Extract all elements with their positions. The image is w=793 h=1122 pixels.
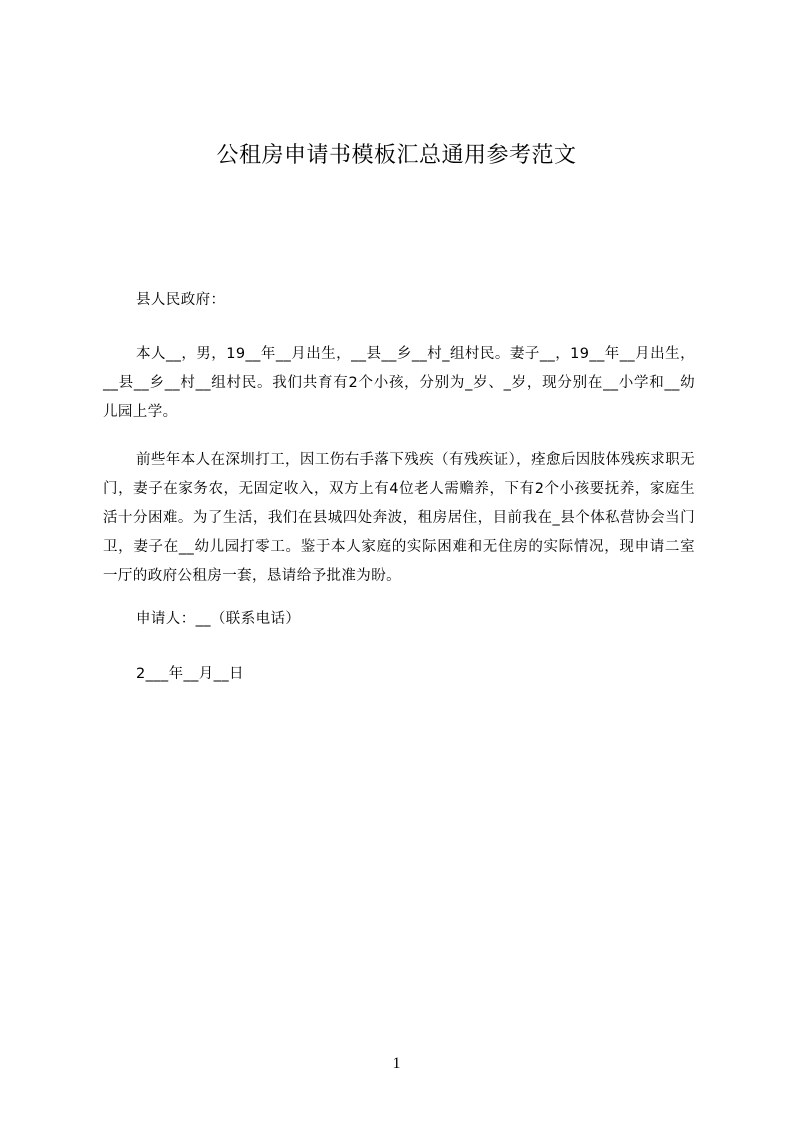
date-line: 2___年__月__日 <box>136 666 244 682</box>
applicant-signature-line: 申请人：__（联系电话） <box>136 611 301 627</box>
page-number: 1 <box>392 1055 401 1072</box>
salutation: 县人民政府： <box>136 292 226 308</box>
paragraph-personal-info: 本人__，男，19__年__月出生，__县__乡__村_组村民。妻子__，19__年__月出生，__县__乡__村__组村民。我们共育有2个小孩，分别为_岁、_岁，现分别在__小学和__幼儿园上学。 <box>103 346 695 420</box>
document-title: 公租房申请书模板汇总通用参考范文 <box>216 143 577 168</box>
paragraph-application-reason: 前些年本人在深圳打工，因工伤右手落下残疾（有残疾证），痊愈后因肢体残疾求职无门，妻子在家务农，无固定收入，双方上有4位老人需赡养，下有2个小孩要抚养，家庭生活十分困难。为了生活，我们在县城四处奔波，租房居住，目前我在_县个体私营协会当门卫，妻子在__幼儿园打零工。鉴于本人家庭的实际困难和无住房的实际情况，现申请二室一厅的政府公租房一套，恳请给予批准为盼。 <box>103 452 695 584</box>
